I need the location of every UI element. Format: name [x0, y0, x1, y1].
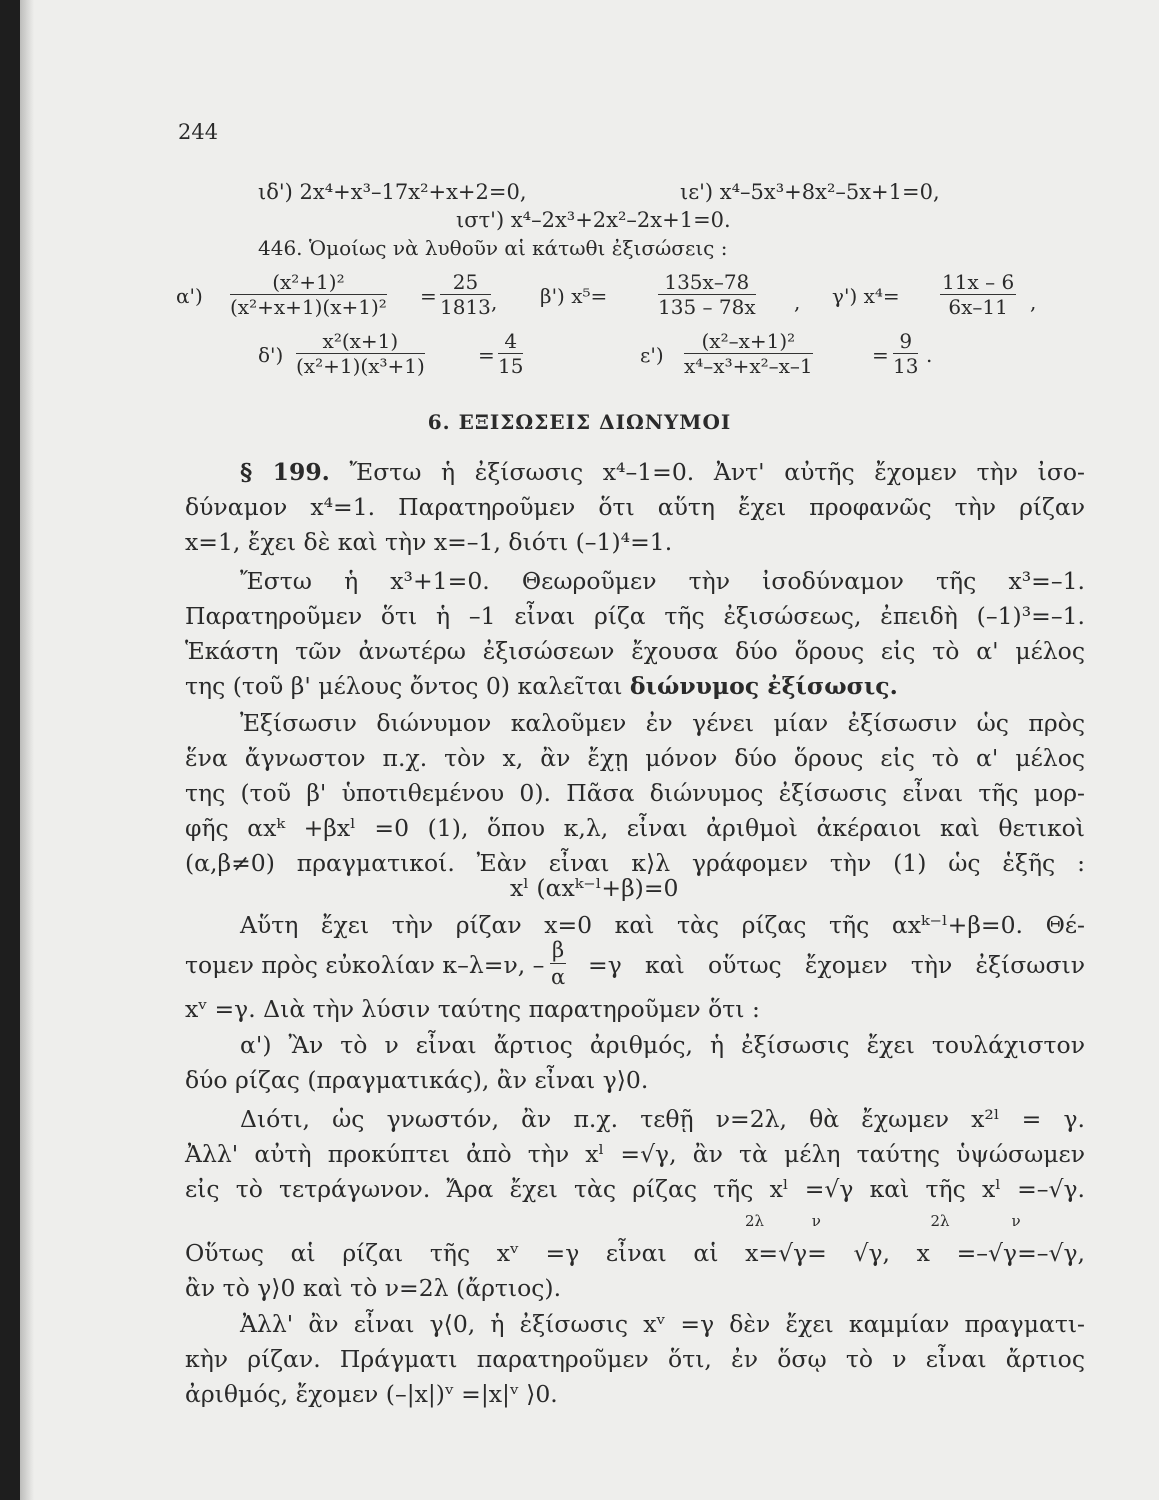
eq-b-numerator: 135x–78 [658, 271, 756, 295]
body-line-15-part-b: =γ καὶ οὕτως ἔχομεν τὴν ἐξίσωσιν [588, 951, 1085, 979]
body-line-27: ἀριθμός, ἔχομεν (–|x|)ᵛ =|x|ᵛ ⟩0. [185, 1380, 558, 1408]
exercise-446-heading: 446. Ὁμοίως νὰ λυθοῦν αἱ κάτωθι ἐξισώσεις : [258, 236, 728, 260]
root-indices: 2λ ν 2λ ν [745, 1212, 1021, 1230]
eq-e-denominator: x⁴–x³+x²–x–1 [684, 354, 813, 378]
body-line-4: Ἔστω ἡ x³+1=0. Θεωροῦμεν τὴν ἰσοδύναμον τῆς x³=–1. [240, 567, 1085, 595]
eq-e-rhs-fraction [893, 330, 918, 377]
body-line-23: Οὕτως αἱ ρίζαι τῆς xᵛ =γ εἶναι αἱ x=√γ= √γ, x =–√γ=–√γ, [185, 1239, 1085, 1267]
eq-a-equals: = [420, 284, 437, 308]
body-line-24: ἂν τὸ γ⟩0 καὶ τὸ ν=2λ (ἄρτιος). [185, 1274, 562, 1302]
body-line-16: xᵛ =γ. Διὰ τὴν λύσιν ταύτης παρατηροῦμεν ὅτι : [185, 995, 760, 1023]
body-line-1-text: Ἔστω ἡ ἐξίσωσις x⁴–1=0. Ἀντ' αὐτῆς ἔχομεν τὴν ἰσο- [329, 458, 1085, 486]
eq-e-numerator: (x²–x+1)² [684, 330, 813, 354]
body-line-14: Αὕτη ἔχει τὴν ρίζαν x=0 καὶ τὰς ρίζας τῆς αxᵏ⁻ˡ+β=0. Θέ- [240, 911, 1085, 939]
body-line-7 [185, 669, 1085, 704]
eq-a-rhs-numerator: 25 [440, 271, 491, 295]
body-line-5: Παρατηροῦμεν ὅτι ἡ –1 εἶναι ρίζα τῆς ἐξισώσεως, ἐπειδὴ (–1)³=–1. [185, 602, 1085, 630]
eq-e-equals: = [872, 343, 889, 367]
exercise-ist: ιστ') x⁴–2x³+2x²–2x+1=0. [456, 208, 731, 232]
body-line-18: δύο ρίζας (πραγματικάς), ἂν εἶναι γ⟩0. [185, 1066, 649, 1094]
eq-b-denominator: 135 – 78x [658, 295, 756, 319]
body-line-11: φῆς αxᵏ +βxˡ =0 (1), ὅπου κ,λ, εἶναι ἀριθμοὶ ἀκέραιοι καὶ θετικοὶ [185, 814, 1085, 842]
eq-d-numerator: x²(x+1) [296, 330, 425, 354]
eq-d-label: δ') [258, 343, 284, 367]
fraction-alpha: α [550, 965, 566, 989]
eq-e-rhs-numerator: 9 [893, 330, 918, 354]
eq-g-numerator: 11x – 6 [942, 270, 1015, 294]
body-line-7-text: της (τοῦ β' μέλους ὄντος 0) καλεῖται [185, 672, 630, 700]
eq-d-equals: = [478, 343, 495, 367]
eq-a-rhs-fraction [440, 271, 491, 318]
exercise-ie: ιε') x⁴–5x³+8x²–5x+1=0, [680, 180, 940, 204]
body-line-1 [240, 455, 1085, 490]
eq-b-fraction [658, 271, 756, 318]
fraction-beta: β [552, 938, 565, 962]
eq-e-period: . [926, 343, 933, 367]
body-line-13-equation: xˡ (αxᵏ⁻ˡ+β)=0 [510, 874, 679, 902]
scan-binding-edge [0, 0, 20, 1500]
body-line-8: Ἐξίσωσιν διώνυμον καλοῦμεν ἐν γένει μίαν ἐξίσωσιν ὡς πρὸς [240, 709, 1085, 737]
eq-d-rhs-fraction [498, 330, 523, 377]
beta-over-alpha-fraction [550, 938, 566, 989]
eq-d-denominator: (x²+1)(x³+1) [296, 354, 425, 378]
eq-e-rhs-denominator: 13 [893, 354, 919, 378]
eq-a-label: α') [176, 284, 203, 308]
eq-g-comma: , [1030, 290, 1037, 314]
eq-a-fraction [230, 271, 387, 318]
eq-e-label: ε') [640, 343, 664, 367]
body-line-17: α') Ἂν τὸ ν εἶναι ἄρτιος ἀριθμός, ἡ ἐξίσωσις ἔχει τουλάχιστον [240, 1031, 1085, 1059]
body-line-2: δύναμον x⁴=1. Παρατηροῦμεν ὅτι αὕτη ἔχει προφανῶς τὴν ρίζαν [185, 493, 1085, 521]
eq-a-rhs-denominator: 1813 [440, 295, 491, 319]
eq-e-fraction [684, 330, 813, 377]
body-line-15-part-a: τομεν πρὸς εὐκολίαν κ–λ=ν, – [185, 951, 545, 979]
paragraph-marker: § 199. [240, 458, 330, 486]
eq-a-denominator: (x²+x+1)(x+1)² [230, 295, 387, 319]
eq-a-comma: , [491, 290, 498, 314]
body-line-26: κὴν ρίζαν. Πράγματι παρατηροῦμεν ὅτι, ἐν ὅσῳ τὸ ν εἶναι ἄρτιος [185, 1345, 1085, 1373]
eq-a-numerator: (x²+1)² [230, 271, 387, 295]
body-line-9: ἕνα ἄγνωστον π.χ. τὸν x, ἂν ἔχῃ μόνον δύο ὅρους εἰς τὸ α' μέλος [185, 744, 1085, 772]
body-line-21: εἰς τὸ τετράγωνον. Ἄρα ἔχει τὰς ρίζας τῆς xˡ =√γ καὶ τῆς xˡ =–√γ. [185, 1175, 1085, 1203]
section-title: 6. ΕΞΙΣΩΣΕΙΣ ΔΙΩΝΥΜΟΙ [427, 410, 732, 434]
body-line-12: (α,β≠0) πραγματικοί. Ἐὰν εἶναι κ⟩λ γράφομεν τὴν (1) ὡς ἑξῆς : [185, 849, 1085, 877]
eq-g-denominator: 6x–11 [948, 295, 1008, 319]
eq-b-comma: , [794, 290, 801, 314]
body-line-3: x=1, ἔχει δὲ καὶ τὴν x=–1, διότι (–1)⁴=1. [185, 528, 673, 556]
exercise-id: ιδ') 2x⁴+x³–17x²+x+2=0, [258, 180, 527, 204]
eq-g-fraction [940, 271, 1016, 318]
eq-d-rhs-numerator: 4 [498, 330, 523, 354]
term-binomial-equation: διώνυμος ἐξίσωσις. [629, 672, 898, 700]
eq-d-fraction [296, 330, 425, 377]
body-line-6: Ἑκάστη τῶν ἀνωτέρω ἐξισώσεων ἔχουσα δύο ὅρους εἰς τὸ α' μέλος [185, 637, 1085, 665]
eq-g-label: γ') x⁴= [832, 284, 900, 308]
body-line-10: της (τοῦ β' ὑποτιθεμένου 0). Πᾶσα διώνυμος ἐξίσωσις εἶναι τῆς μορ- [185, 779, 1085, 807]
body-line-19: Διότι, ὡς γνωστόν, ἂν π.χ. τεθῇ ν=2λ, θὰ ἔχωμεν x²ˡ = γ. [240, 1105, 1085, 1133]
scan-binding-shadow [20, 0, 34, 1500]
eq-b-label: β') x⁵= [540, 284, 608, 308]
body-line-25: Ἀλλ' ἂν εἶναι γ⟨0, ἡ ἐξίσωσις xᵛ =γ δὲν ἔχει καμμίαν πραγματι- [240, 1310, 1085, 1338]
eq-d-rhs-denominator: 15 [498, 354, 524, 378]
body-line-20: Ἀλλ' αὐτὴ προκύπτει ἀπὸ τὴν xˡ =√γ, ἂν τὰ μέλη ταύτης ὑψώσωμεν [185, 1140, 1085, 1168]
page-number: 244 [178, 120, 219, 144]
